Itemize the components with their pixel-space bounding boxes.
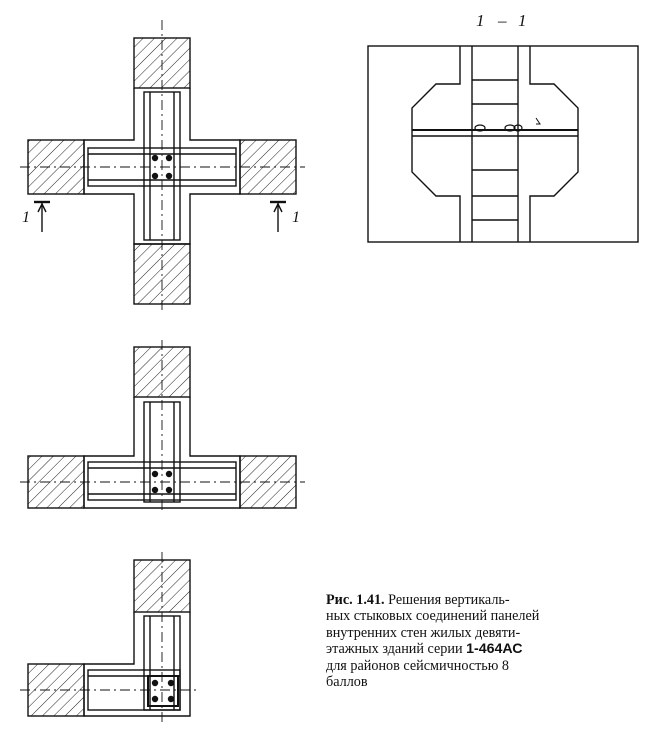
section-label-dash: –	[498, 11, 507, 30]
bottom-panel-hatched	[134, 244, 190, 304]
caption-line-4	[326, 641, 642, 657]
section-frame	[368, 46, 638, 242]
section-label-left: 1	[476, 11, 485, 30]
cut-mark-right-label: 1	[292, 209, 300, 226]
section-label-right: 1	[518, 11, 527, 30]
caption-text-4: этажных зданий серии	[326, 641, 463, 658]
caption-line-6: баллов	[326, 674, 368, 691]
cut-mark-left-label: 1	[22, 209, 30, 226]
caption-line-5: для районов сейсмичностью 8	[326, 657, 509, 674]
figure-caption	[326, 592, 642, 690]
section-1-1	[368, 46, 638, 242]
t-joint-plan	[20, 340, 305, 512]
cross-joint-plan	[20, 20, 305, 310]
caption-line-1	[326, 592, 642, 608]
caption-line-3: внутренних стен жилых девяти-	[326, 624, 521, 641]
caption-text-1: Решения вертикаль-	[388, 592, 510, 608]
figure-number: Рис. 1.41.	[326, 592, 385, 608]
caption-line-2: ных стыковых соединений панелей	[326, 608, 540, 625]
corner-joint-plan	[20, 552, 200, 724]
series-code: 1-464АС	[466, 641, 523, 658]
